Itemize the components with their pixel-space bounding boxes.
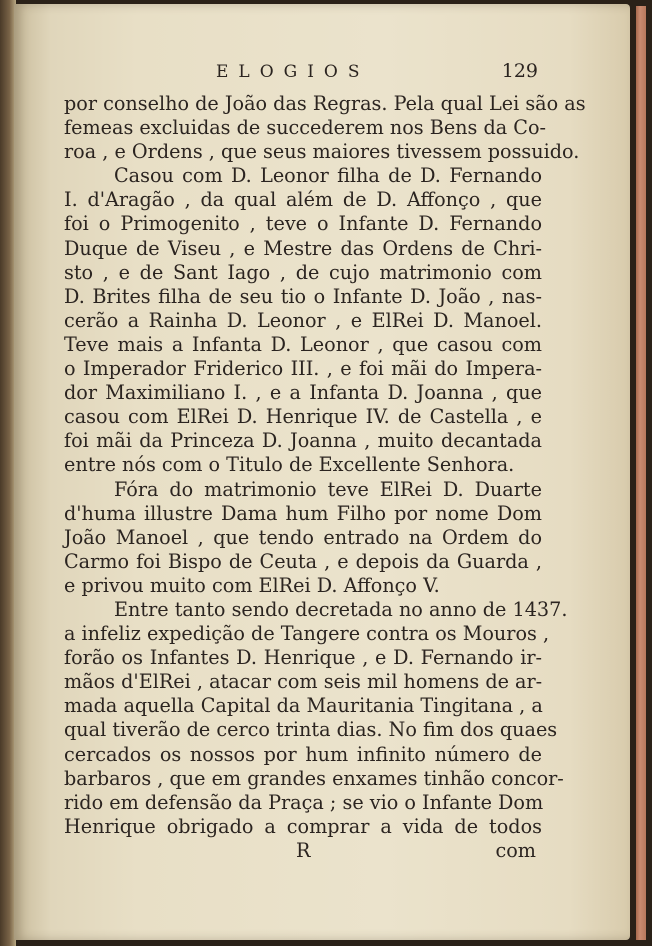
text-line: dor Maximiliano I. , e a Infanta D. Joanna , que — [64, 381, 542, 405]
text-line: cerão a Rainha D. Leonor , e ElRei D. Manoel. — [64, 308, 542, 332]
signature-mark: R — [296, 838, 311, 862]
catchword: com — [495, 838, 536, 862]
page-number: 129 — [501, 60, 538, 82]
text-line: João Manoel , que tendo entrado na Ordem do — [64, 525, 542, 549]
text-line: o Imperador Friderico III. , e foi mãi do Impera- — [64, 357, 542, 381]
page-edge — [636, 6, 646, 940]
text-line: Teve mais a Infanta D. Leonor , que casou com — [64, 332, 542, 356]
text-line: entre nós com o Titulo de Excellente Senhora. — [64, 453, 515, 477]
text-line: roa , e Ordens , que seus maiores tivessem possuido. — [64, 140, 580, 164]
text-line: a infeliz expedição de Tangere contra os Mouros , — [64, 622, 550, 646]
text-line: D. Brites filha de seu tio o Infante D. João , nas- — [64, 284, 542, 308]
text-line: Henrique obrigado a comprar a vida de todos — [64, 814, 542, 838]
text-line: rido em defensão da Praça ; se vio o Infante Dom — [64, 790, 544, 814]
text-line: por conselho de João das Regras. Pela qual Lei são as — [64, 92, 586, 115]
text-line: forão os Infantes D. Henrique , e D. Fernando ir- — [64, 646, 542, 670]
text-line: mãos d'ElRei , atacar com seis mil homens de ar- — [64, 670, 543, 694]
text-line: mada aquella Capital da Mauritania Tingitana , a — [64, 694, 543, 718]
text-line: barbaros , que em grandes enxames tinhão concor- — [64, 766, 564, 790]
text-line: sto , e de Sant Iago , de cujo matrimonio com — [64, 260, 542, 284]
text-line: casou com ElRei D. Henrique IV. de Castella , e — [64, 405, 542, 429]
text-line: I. d'Aragão , da qual além de D. Affonço , que — [64, 188, 542, 212]
text-line: Casou com D. Leonor filha de D. Fernando — [114, 164, 542, 188]
text-line: Carmo foi Bispo de Ceuta , e depois da Guarda , — [64, 549, 542, 573]
text-line: Fóra do matrimonio teve ElRei D. Duarte — [114, 477, 542, 501]
text-line: cercados os nossos por hum infinito número de — [64, 742, 542, 766]
text-line: femeas excluidas de succederem nos Bens da Co- — [64, 116, 547, 140]
text-line: foi o Primogenito , teve o Infante D. Fernando — [64, 212, 542, 236]
page-footer — [64, 839, 542, 865]
running-head: ELOGIOS — [216, 62, 370, 82]
text-line: Entre tanto sendo decretada no anno de 1437. — [114, 597, 568, 621]
page-header — [64, 58, 542, 92]
text-line: e privou muito com ElRei D. Affonço V. — [64, 573, 440, 597]
body-text — [64, 92, 586, 839]
text-line: foi mãi da Princeza D. Joanna , muito decantada — [64, 429, 542, 453]
page-text-block — [64, 58, 586, 865]
text-line: Duque de Viseu , e Mestre das Ordens de Chri- — [64, 236, 542, 260]
text-line: d'huma illustre Dama hum Filho por nome Dom — [64, 501, 542, 525]
text-line: qual tiverão de cerco trinta dias. No fim dos quaes — [64, 718, 558, 742]
